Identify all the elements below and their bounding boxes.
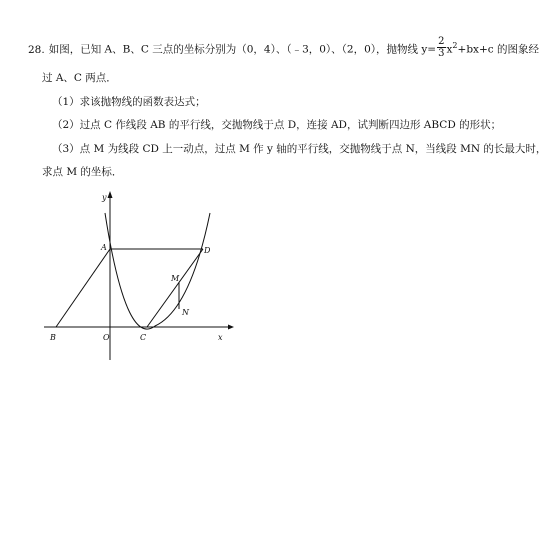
label-x-axis: x <box>218 333 223 342</box>
segment-CD <box>147 249 203 327</box>
fraction-denominator: 3 <box>438 48 445 59</box>
question-3-continued: 求点 M 的坐标． <box>42 166 123 178</box>
label-y-axis: y <box>102 193 107 202</box>
problem-statement-line-1 <box>28 38 539 61</box>
label-origin: O <box>103 333 110 342</box>
segment-AB <box>56 249 110 327</box>
label-C: C <box>140 333 147 342</box>
statement-part-b: +bx+c 的图象经 <box>457 43 539 56</box>
fraction-two-thirds <box>437 36 445 59</box>
question-2: （2）过点 C 作线段 AB 的平行线，交抛物线于点 D，连接 AD，试判断四边形 ABCD 的形状； <box>52 119 502 131</box>
label-B: B <box>50 333 56 342</box>
question-3: （3）点 M 为线段 CD 上一动点，过点 M 作 y 轴的平行线，交抛物线于点 N，当线段 MN 的长最大时， <box>52 143 547 155</box>
problem-number: 28. <box>28 43 45 56</box>
label-A: A <box>101 243 107 252</box>
fraction-numerator: 2 <box>438 36 445 47</box>
x-axis-arrow <box>228 325 234 330</box>
statement-part-a: 如图，已知 A、B、C 三点的坐标分别为（0，4）、（﹣3，0）、（2，0），抛物线 y= <box>48 43 437 56</box>
label-N: N <box>182 308 189 317</box>
variable-x: x <box>446 43 453 56</box>
label-M: M <box>171 274 180 283</box>
problem-statement-line-2: 过 A、C 两点． <box>42 72 117 84</box>
exponent: 2 <box>452 41 458 50</box>
geometry-figure <box>40 188 240 363</box>
question-1: （1）求该抛物线的函数表达式； <box>52 96 206 108</box>
y-axis-arrow <box>108 191 113 198</box>
label-D: D <box>204 246 211 255</box>
